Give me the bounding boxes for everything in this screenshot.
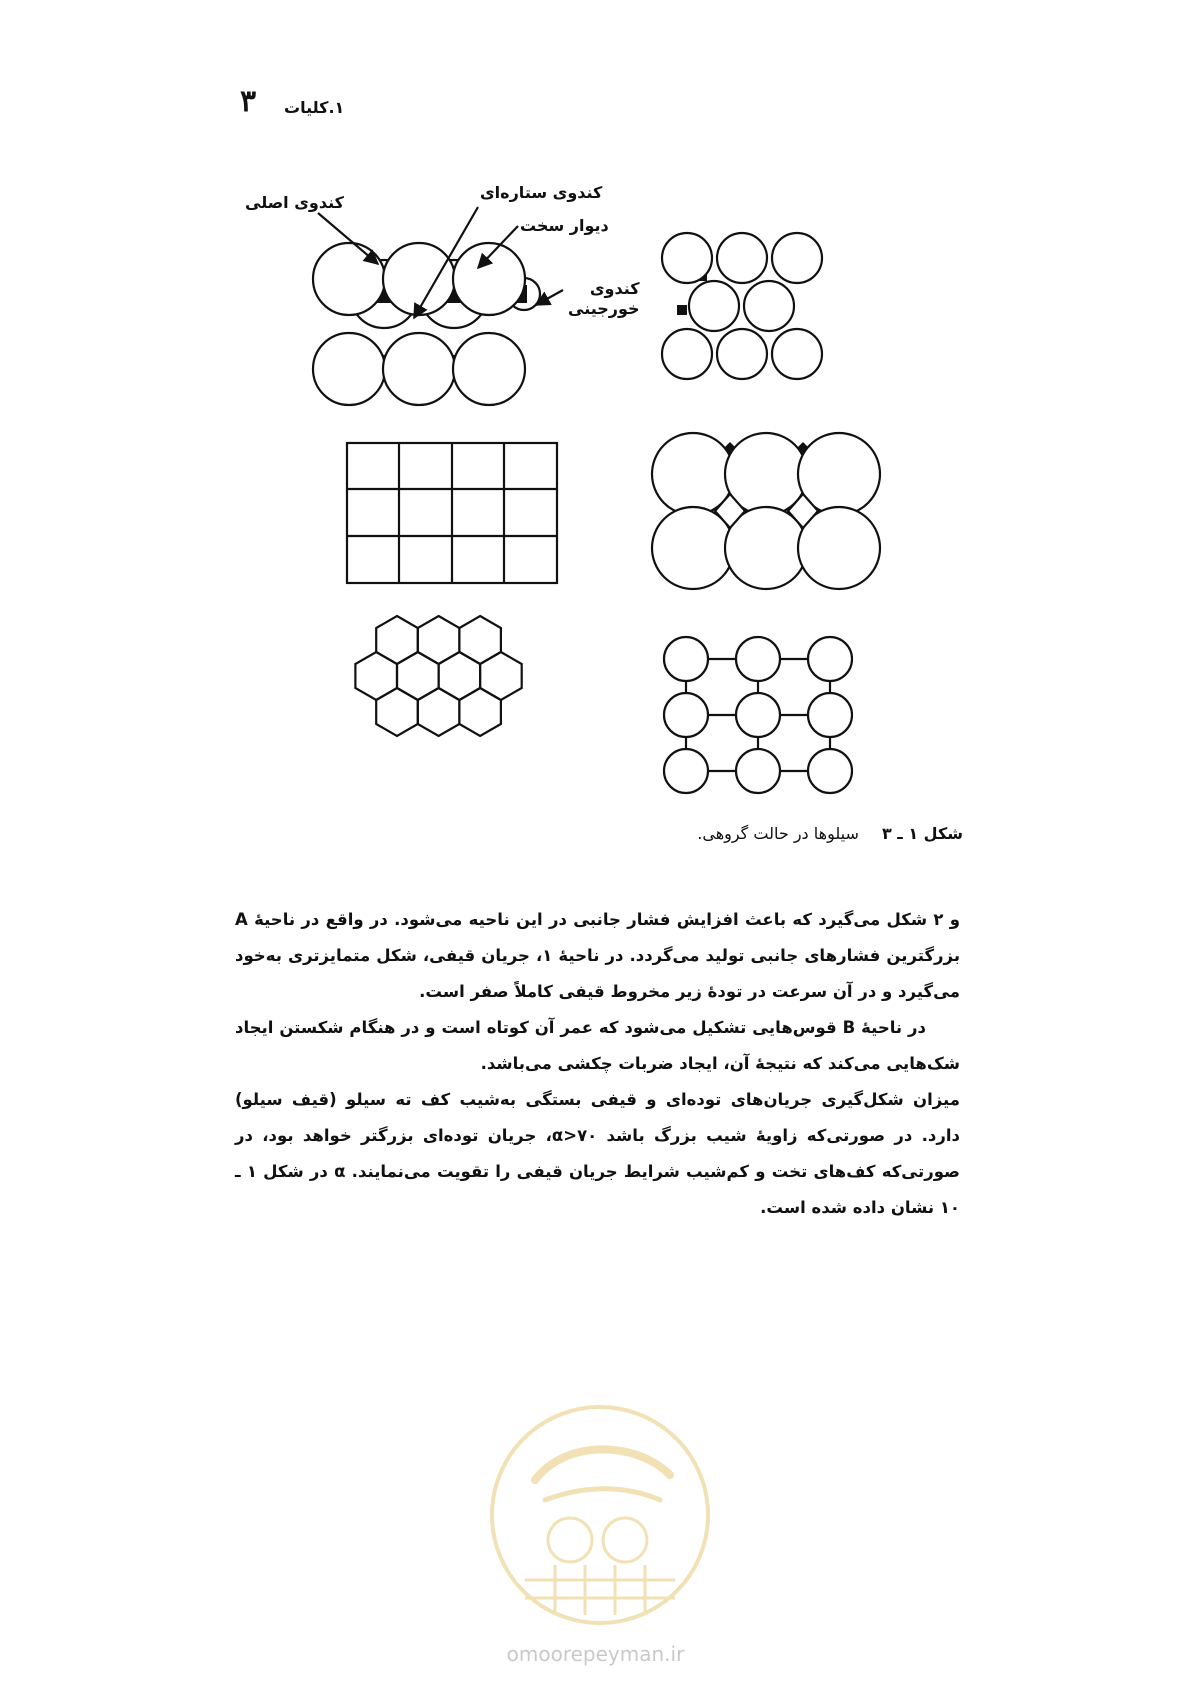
label-main-silo: کندوی اصلی <box>245 193 344 212</box>
watermark-logo <box>485 1400 715 1630</box>
label-outlet-silo-line1: کندوی <box>589 279 640 298</box>
diagram-hexagonal-silos <box>355 616 521 736</box>
diagram-staggered-circles <box>662 233 822 379</box>
diagram-rectangular-silos <box>347 443 557 583</box>
paragraph-2: در ناحیهٔ B قوس‌هایی تشکیل می‌شود که عمر آن کوتاه است و در هنگام شکستن ایجاد شک‌هایی می‌کند که نتیجهٔ آن، ایجاد ضربات چکشی می‌باشد. <box>235 1018 960 1073</box>
label-outlet-silo-line2: خورجینی <box>568 299 640 318</box>
paragraph-3: میزان شکل‌گیری جریان‌های توده‌ای و قیفی بستگی به‌شیب کف ته سیلو (قیف سیلو) دارد. در صورتی‌که زاویهٔ شیب بزرگ باشد α>۷۰، جریان توده‌ای بزرگتر خواهد بود، در صورتی‌که کف‌های تخت و کم‌شیب شرایط جریان قیفی را تقویت می‌نمایند. α در شکل ۱ ـ ۱۰ نشان داده شده است. <box>235 1090 960 1217</box>
caption-number: شکل ۱ ـ ۳ <box>881 824 963 843</box>
diagram-diamond-interstices <box>652 433 880 589</box>
label-star-silo: کندوی ستاره‌ای <box>480 183 603 202</box>
figure-caption <box>697 824 963 843</box>
diagram-connected-circles <box>664 637 852 793</box>
label-hard-wall: دیوار سخت <box>520 216 609 235</box>
watermark-url: omoorepeyman.ir <box>506 1642 685 1666</box>
silo-diagrams <box>0 0 1191 820</box>
watermark-seal-icon <box>485 1400 715 1630</box>
hexagon-cell <box>418 688 460 736</box>
paragraph-1: و ۲ شکل می‌گیرد که باعث افزایش فشار جانبی در این ناحیه می‌شود. در واقع در ناحیهٔ A بزرگترین فشارهای جانبی تولید می‌گردد. در ناحیهٔ ۱، جریان قیفی، شکل متمایزتری به‌خود می‌گیرد و در آن سرعت در تودهٔ زیر مخروط قیفی کاملاً صفر است. <box>235 910 961 1001</box>
label-outlet-silo <box>568 279 640 319</box>
hexagon-cell <box>376 688 418 736</box>
body-text <box>235 902 960 1226</box>
chapter-title: ۱.کلیات <box>284 98 345 117</box>
page-number: ۳ <box>240 84 257 119</box>
diagram-star-silos <box>313 207 563 405</box>
silo-group-figure <box>0 0 1191 820</box>
hexagon-cell <box>459 688 501 736</box>
caption-text: سیلوها در حالت گروهی. <box>697 824 859 843</box>
